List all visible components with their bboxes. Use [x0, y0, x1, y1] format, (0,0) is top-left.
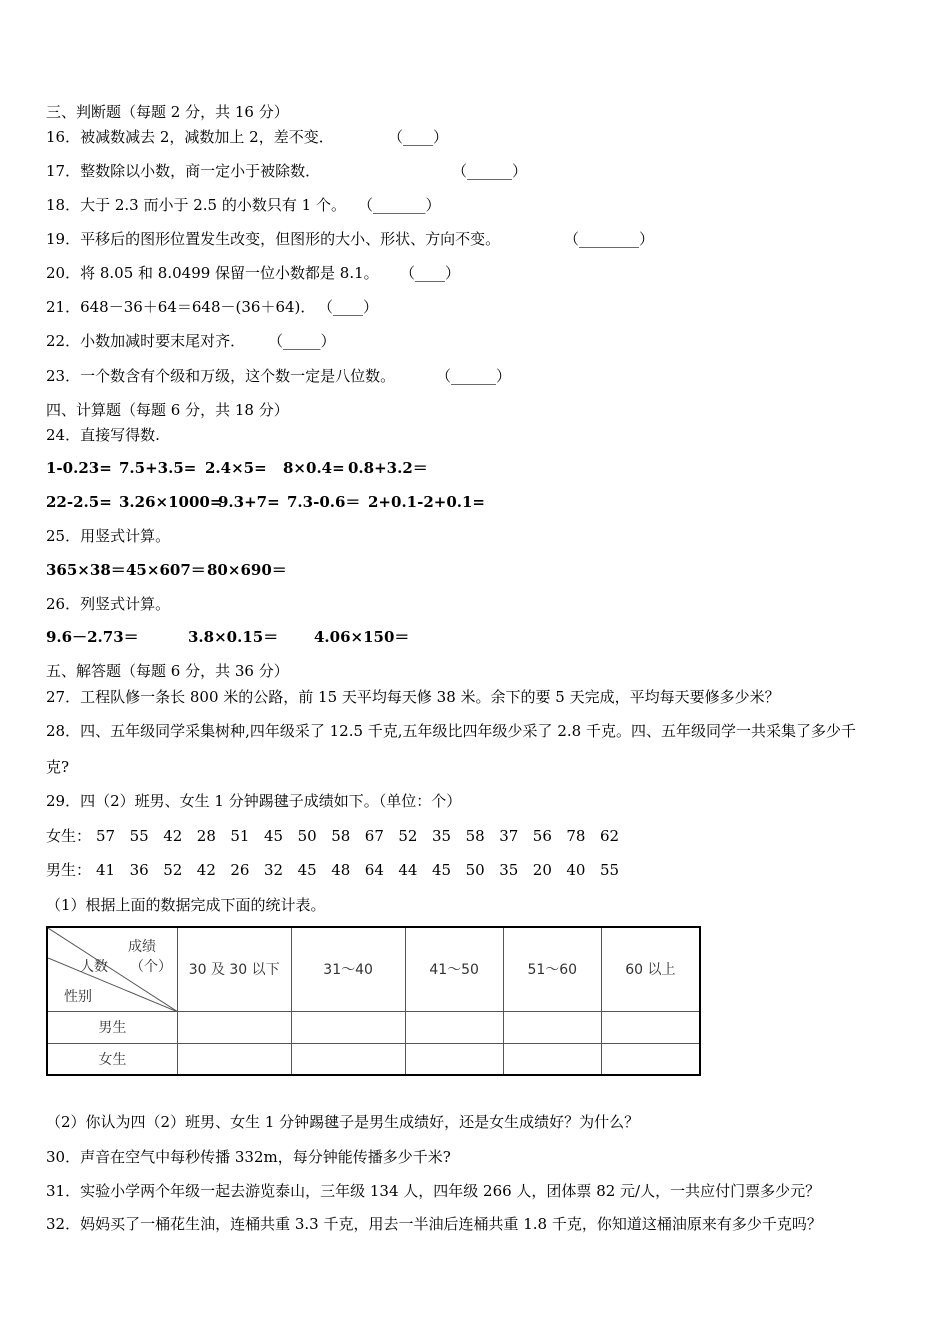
score-value: 58 [465, 827, 485, 845]
section-4-header: 四、计算题（每题 6 分，共 18 分） [46, 401, 289, 419]
question-21-text: 21．648－36＋64＝648－(36＋64)． [46, 298, 316, 316]
score-value: 42 [196, 861, 216, 879]
score-value: 50 [465, 861, 485, 879]
question-16 [46, 127, 448, 147]
score-value: 37 [499, 827, 519, 845]
question-19 [46, 229, 654, 249]
expression: 45×607＝ [126, 561, 206, 579]
expression: 1-0.23= [46, 459, 112, 477]
question-24-title: 24．直接写得数. [46, 426, 160, 444]
section-5-header: 五、解答题（每题 6 分，共 36 分） [46, 662, 289, 680]
question-29-sub-2: （2）你认为四（2）班男、女生 1 分钟踢毽子是男生成绩好，还是女生成绩好？为什么？ [46, 1113, 640, 1131]
question-18 [46, 195, 441, 215]
answer-blank[interactable]: （____） [318, 298, 379, 316]
table-cell[interactable] [291, 1043, 405, 1075]
column-header: 30 及 30 以下 [177, 927, 291, 1011]
question-22 [46, 331, 336, 351]
score-value: 45 [264, 827, 284, 845]
score-value: 36 [129, 861, 149, 879]
expression: 9.6－2.73＝ [46, 628, 139, 646]
girls-scores-row [46, 826, 620, 846]
column-header: 51～60 [503, 927, 601, 1011]
expression: 3.8×0.15＝ [188, 628, 279, 646]
score-value: 50 [297, 827, 317, 845]
answer-blank[interactable]: （_______） [358, 196, 441, 214]
answer-blank[interactable]: （______） [436, 367, 512, 385]
score-value: 56 [532, 827, 552, 845]
score-value: 40 [566, 861, 586, 879]
expression: 9.3+7= [218, 493, 280, 511]
question-18-text: 18．大于 2.3 而小于 2.5 的小数只有 1 个。 [46, 196, 346, 214]
expression: 2.4×5= [205, 459, 267, 477]
answer-blank[interactable]: （____） [388, 128, 449, 146]
column-header: 41～50 [405, 927, 503, 1011]
score-value: 67 [364, 827, 384, 845]
table-corner-header [47, 927, 177, 1011]
score-value: 28 [196, 827, 216, 845]
column-header: 60 以上 [601, 927, 700, 1011]
score-value: 35 [499, 861, 519, 879]
answer-blank[interactable]: （____） [400, 264, 461, 282]
score-value: 51 [230, 827, 250, 845]
corner-label-score: 成绩 [128, 939, 156, 955]
expression: 365×38＝ [46, 561, 126, 579]
score-value: 41 [96, 861, 116, 879]
answer-blank[interactable]: （________） [564, 230, 655, 248]
question-26-title: 26．列竖式计算。 [46, 595, 171, 613]
score-value: 55 [600, 861, 620, 879]
score-value: 78 [566, 827, 586, 845]
question-20 [46, 263, 460, 283]
table-cell[interactable] [405, 1043, 503, 1075]
table-cell[interactable] [291, 1011, 405, 1043]
question-29-sub-1: （1）根据上面的数据完成下面的统计表。 [46, 896, 326, 914]
expression: 7.3-0.6＝ [287, 493, 361, 511]
table-cell[interactable] [177, 1011, 291, 1043]
expression: 3.26×1000= [119, 493, 223, 511]
question-16-text: 16．被减数减去 2，减数加上 2，差不变． [46, 128, 334, 146]
section-3-header: 三、判断题（每题 2 分，共 16 分） [46, 103, 289, 121]
expression: 22-2.5= [46, 493, 112, 511]
statistics-table [46, 926, 701, 1076]
table-cell[interactable] [601, 1011, 700, 1043]
question-21 [46, 297, 378, 317]
score-value: 52 [398, 827, 418, 845]
expression: 80×690＝ [207, 561, 287, 579]
table-cell[interactable] [405, 1011, 503, 1043]
corner-label-count: 人数 [80, 959, 108, 975]
score-value: 57 [96, 827, 116, 845]
corner-label-unit: （个） [130, 959, 172, 975]
question-22-text: 22．小数加减时要末尾对齐． [46, 332, 246, 350]
question-28-line-1: 28．四、五年级同学采集树种,四年级采了 12.5 千克,五年级比四年级少采了 2.8 千克。四、五年级同学一共采集了多少千 [46, 722, 856, 740]
expression: 2+0.1-2+0.1= [368, 493, 485, 511]
question-17 [46, 161, 527, 181]
question-23 [46, 366, 511, 386]
girls-label: 女生： [46, 827, 92, 845]
score-value: 48 [331, 861, 351, 879]
score-value: 64 [364, 861, 384, 879]
score-value: 42 [163, 827, 183, 845]
answer-blank[interactable]: （_____） [268, 332, 336, 350]
score-value: 55 [129, 827, 149, 845]
question-29-title: 29．四（2）班男、女生 1 分钟踢毽子成绩如下。（单位：个） [46, 792, 462, 810]
expression: 0.8+3.2＝ [348, 459, 428, 477]
question-19-text: 19．平移后的图形位置发生改变，但图形的大小、形状、方向不变。 [46, 230, 501, 248]
score-value: 45 [297, 861, 317, 879]
question-31: 31．实验小学两个年级一起去游览泰山，三年级 134 人，四年级 266 人，团体票 82 元/人，一共应付门票多少元？ [46, 1182, 821, 1200]
question-30: 30．声音在空气中每秒传播 332m，每分钟能传播多少千米? [46, 1148, 451, 1166]
score-value: 20 [532, 861, 552, 879]
score-value: 62 [600, 827, 620, 845]
table-cell[interactable] [503, 1011, 601, 1043]
score-value: 26 [230, 861, 250, 879]
expression: 4.06×150＝ [314, 628, 410, 646]
boys-scores-row [46, 860, 620, 880]
score-value: 44 [398, 861, 418, 879]
corner-label-gender: 性别 [64, 989, 92, 1005]
answer-blank[interactable]: （______） [452, 162, 528, 180]
row-header: 女生 [47, 1043, 177, 1075]
boys-label: 男生： [46, 861, 92, 879]
score-value: 32 [264, 861, 284, 879]
score-value: 45 [432, 861, 452, 879]
question-23-text: 23．一个数含有个级和万级，这个数一定是八位数。 [46, 367, 396, 385]
question-17-text: 17．整数除以小数，商一定小于被除数． [46, 162, 321, 180]
table-cell[interactable] [601, 1043, 700, 1075]
expression: 7.5+3.5= [119, 459, 197, 477]
score-value: 35 [432, 827, 452, 845]
table-cell[interactable] [177, 1043, 291, 1075]
score-value: 58 [331, 827, 351, 845]
table-cell[interactable] [503, 1043, 601, 1075]
question-20-text: 20．将 8.05 和 8.0499 保留一位小数都是 8.1。 [46, 264, 379, 282]
score-value: 52 [163, 861, 183, 879]
question-28-line-2: 克? [46, 758, 70, 776]
question-25-title: 25．用竖式计算。 [46, 527, 171, 545]
question-32: 32．妈妈买了一桶花生油，连桶共重 3.3 千克，用去一半油后连桶共重 1.8 千克，你知道这桶油原来有多少千克吗？ [46, 1215, 822, 1233]
column-header: 31～40 [291, 927, 405, 1011]
question-27: 27．工程队修一条长 800 米的公路，前 15 天平均每天修 38 米。余下的要 5 天完成，平均每天要修多少米？ [46, 688, 780, 706]
row-header: 男生 [47, 1011, 177, 1043]
expression: 8×0.4= [283, 459, 345, 477]
